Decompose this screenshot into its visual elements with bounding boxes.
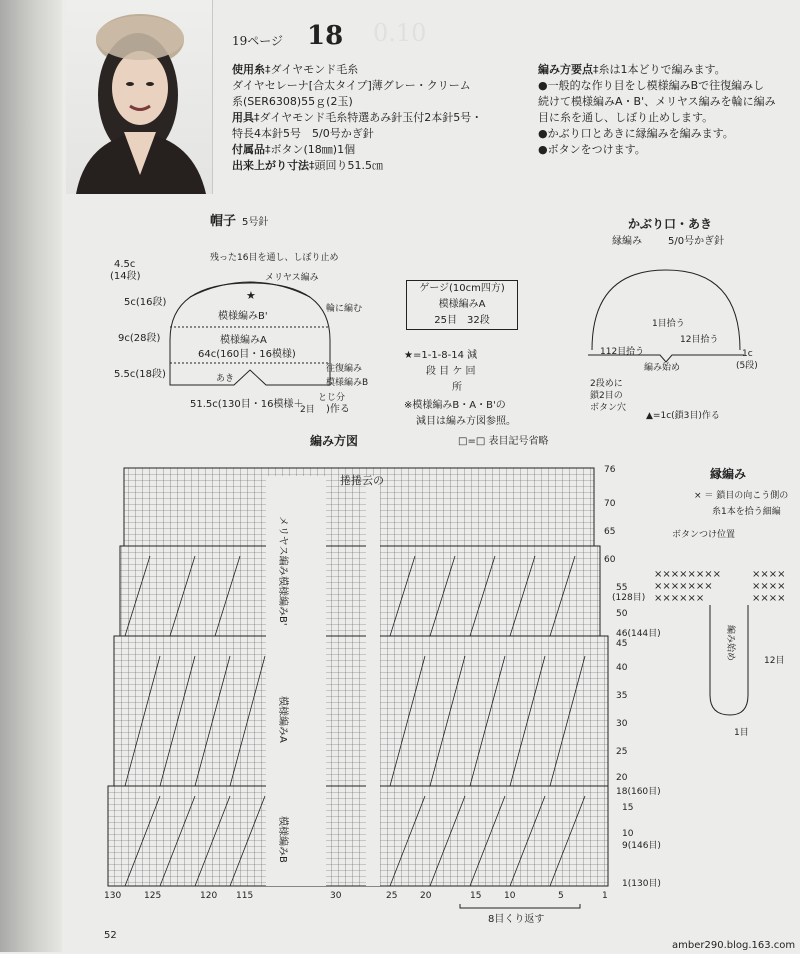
row-label: 18(160目) [616,787,661,797]
accessory-value: ‡ボタン(18㎜)1個 [265,143,356,156]
size-label: 出来上がり寸法 [232,159,309,172]
row-label: 50 [616,609,628,619]
repeat-label: 8目くり返す [488,914,545,925]
hat-tojibun-top: とじ分 [318,393,346,403]
chart-gap-2 [366,476,380,886]
svg-text:××××××××: ×××××××× [654,569,722,580]
yarn-label: 使用糸 [232,63,265,76]
method-line-3: 続けて模様編みA・B'、メリヤス編みを輪に編み [538,95,776,108]
edging-twelve: 12目 [764,656,785,666]
opening-1c: 1c [742,349,753,359]
col-label: 120 [200,891,218,901]
chart-label-stockinette: メリヤス編み [277,516,288,576]
page-number: 52 [104,930,117,941]
col-label: 125 [144,891,162,901]
svg-text:×××××××: ××××××× [654,581,713,592]
row-label: 40 [616,663,628,673]
decrease-block [404,348,534,430]
chart-label-a: 模様編みA [277,696,288,743]
hat-opening: あき [216,374,235,384]
row-label: 35 [616,691,628,701]
hat-c28: 9c(28段) [118,333,161,344]
hat-mid-sts: 64c(160目・16模様) [198,349,296,360]
edging-symbol: × [694,491,702,501]
edging-note-2: 糸1本を拾う細編 [712,507,781,517]
tools-line-1: ‡ダイヤモンド毛糸特選あみ針玉付2本針5号・ [254,111,483,124]
hat-title: 帽子 [210,214,237,229]
materials-block [232,62,522,174]
method-block [538,62,800,158]
source-site: amber290.blog.163.com [672,940,796,951]
row-label: 30 [616,719,628,729]
edging-start: 編み始め [725,625,735,662]
decrease-legend: 段 目 ケ 回 [426,366,476,377]
method-line-2: ●一般的な作り目をし模様編みBで往復編みし [538,79,765,92]
pattern-number: 18 [307,21,344,51]
tools-line-2: 特長4本針5号 5/0号かぎ針 [232,127,374,140]
hat-pattern-a: 模様編みA [220,335,267,346]
decrease-legend-2: 所 [452,382,462,393]
row-label: 45 [616,639,628,649]
method-line-6: ●ボタンをつけます。 [538,143,646,156]
col-label: 115 [236,891,254,901]
row-label: 46(144目) [616,629,661,639]
edging-legend [694,488,800,520]
repeat-bracket [460,904,580,908]
yarn-line-3: 系(SER6308)55ｇ(2玉) [232,95,353,108]
opening-hook: 5/0号かぎ針 [668,236,725,247]
gauge-values: 25目 32段 [434,315,490,326]
hat-star: ★ [246,289,256,302]
opening-pick-112: 112目拾う [600,347,645,357]
decrease-formula: ★=1-1-8-14 減 [404,350,478,361]
row-label: 10 [622,829,634,839]
book-gutter-shadow [0,0,62,952]
col-label: 30 [330,891,342,901]
row-label: 55 [616,583,628,593]
hat-top-rows: (14段) [110,271,141,282]
hat-top-note: 残った16目を通し、しぼり止め [210,253,339,263]
hat-pattern-b: 模様編みB [326,378,369,388]
col-label: 25 [386,891,398,901]
opening-5-rows: (5段) [736,361,758,371]
opening-buttonhole-1: 2段めに [590,379,623,389]
chart-gap-1 [266,476,326,886]
gauge-pattern: 模様編みA [438,299,486,310]
hat-schematic [100,205,400,420]
decrease-note-1: ※模様編みB・A・B'の [404,400,506,411]
col-label: 20 [420,891,432,901]
size-value: ‡頭回り51.5㎝ [309,159,383,172]
hat-bottom-suffix: )作る [326,404,350,415]
svg-text:××××: ×××× [752,569,786,580]
chart-panel-b [108,786,608,886]
edging-note-1: ＝ 鎖目の向こう側の [704,491,789,501]
chart-title: 編み方図 [310,434,359,448]
opening-schematic [560,210,800,425]
chart-watermark: 捲捲云の [340,474,384,487]
opening-buttonhole-3: ボタン穴 [590,403,627,413]
yarn-line-2: ダイヤセレーナ[合太タイプ]薄グレー・クリーム [232,79,471,92]
col-label: 10 [504,891,516,901]
svg-text:××××: ×××× [752,593,786,604]
gauge-box [406,280,518,330]
svg-text:××××××: ×××××× [654,593,705,604]
svg-text:××××: ×××× [752,581,786,592]
row-label: 60 [604,555,616,565]
page-reference: 19ページ [232,34,284,48]
knitting-chart [100,456,620,926]
col-label: 5 [558,891,564,901]
method-line-4: 目に糸を通し、しぼり止めします。 [538,111,714,124]
yarn-line-1: ‡ダイヤモンド毛糸 [265,63,359,76]
edging-chart [648,525,800,740]
opening-pick-12: 12目拾う [680,335,719,345]
watermark-number: 0.10 [373,19,427,47]
opening-title: かぶり口・あき [628,217,713,231]
chart-panel-b2 [120,546,600,636]
hat-c18: 5.5c(18段) [114,369,166,380]
edging-title: 縁編み [710,467,747,481]
chart-legend: □=□ 表目記号省略 [458,436,549,447]
row-label: (128目) [612,593,646,603]
opening-start: 編み始め [644,363,681,373]
edging-x-marks [654,569,786,604]
row-label: 65 [604,527,616,537]
hat-stockinette: メリヤス編み [265,273,319,283]
method-label: 編み方要点 [538,63,593,76]
hat-c16: 5c(16段) [124,297,167,308]
row-label: 1(130目) [622,879,661,889]
row-label: 76 [604,465,616,475]
chart-label-b: 模様編みB [277,816,288,863]
tools-label: 用具 [232,111,254,124]
hat-bottom: 51.5c(130目・16模様＋ [190,399,304,410]
row-label: 9(146目) [622,841,661,851]
decrease-note-2: 減目は編み方図参照。 [416,416,516,427]
chart-panel-a [114,636,608,786]
row-label: 20 [616,773,628,783]
gauge-title: ゲージ(10cm四方) [419,283,505,294]
chart-label-b2: 模様編みB' [277,576,288,626]
col-label: 15 [470,891,482,901]
opening-buttonhole-2: 鎖2目の [590,391,623,401]
hat-tojibun-bottom: 2目 [300,405,315,415]
hat-back-forth: 往復編み [326,364,363,374]
hat-needle: 5号針 [242,217,269,228]
row-label: 70 [604,499,616,509]
model-photo-illustration [66,0,212,194]
chart-col-labels [104,891,608,901]
opening-pick-1: 1目拾う [652,319,685,329]
model-photo [66,0,213,194]
hat-round-note: 輪に編む [326,304,363,314]
accessory-label: 付属品 [232,143,265,156]
col-label: 130 [104,891,122,901]
row-label: 25 [616,747,628,757]
hat-pattern-b2: 模様編みB' [218,311,268,322]
col-label: 1 [602,891,608,901]
method-line-1: ‡糸は1本どりで編みます。 [593,63,726,76]
edging-button-pos: ボタンつけ位置 [672,530,736,540]
hat-top-c: 4.5c [114,259,136,270]
row-label: 15 [622,803,634,813]
opening-triangle-note: ▲=1c(鎖3目)作る [646,411,720,421]
edging-one: 1目 [734,728,749,738]
opening-stitch: 縁編み [612,236,642,247]
method-line-5: ●かぶり口とあきに縁編みを編みます。 [538,127,734,140]
